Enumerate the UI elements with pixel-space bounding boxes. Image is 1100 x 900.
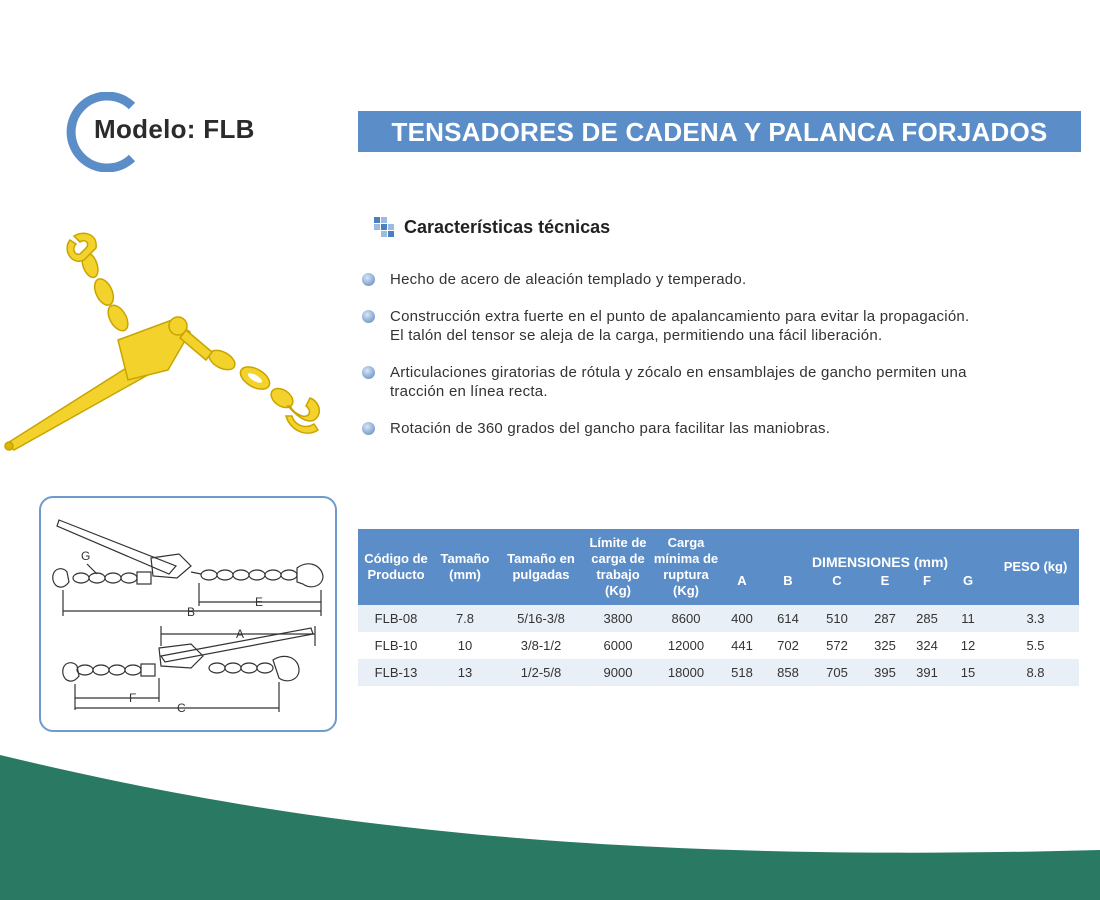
feature-text: Articulaciones giratorias de rótula y zócalo en ensamblajes de gancho permiten una [390, 364, 967, 381]
dimension-diagram [39, 496, 337, 732]
cell-mbl: 18000 [650, 659, 722, 686]
cell-g: 12 [944, 632, 992, 659]
list-item [362, 419, 1022, 438]
features-heading [374, 214, 610, 240]
cell-e: 325 [860, 632, 910, 659]
dim-label-b: B [187, 605, 196, 619]
list-item [362, 363, 1022, 401]
header-dim-b: B [762, 529, 814, 605]
feature-text: Construcción extra fuerte en el punto de apalancamiento para evitar la propagación. [390, 308, 970, 325]
brand-logo [60, 92, 280, 172]
cell-g: 11 [944, 605, 992, 632]
spec-table [358, 529, 1079, 686]
header-size-mm: Tamaño (mm) [434, 529, 496, 605]
cell-b: 702 [762, 632, 814, 659]
cell-size-in: 5/16-3/8 [496, 605, 586, 632]
dim-label-g: G [81, 549, 91, 563]
cell-f: 285 [910, 605, 944, 632]
cell-e: 287 [860, 605, 910, 632]
cell-size-mm: 7.8 [434, 605, 496, 632]
dim-label-e: E [255, 595, 264, 609]
cell-b: 614 [762, 605, 814, 632]
dim-label-a: A [236, 627, 245, 641]
cell-weight: 5.5 [992, 632, 1079, 659]
bullet-icon [362, 310, 375, 323]
feature-text: tracción en línea recta. [390, 383, 548, 400]
table-row [358, 632, 1079, 659]
header-mbl: Carga mínima de ruptura (Kg) [650, 529, 722, 605]
list-item [362, 270, 1022, 289]
cell-size-in: 3/8-1/2 [496, 632, 586, 659]
cell-code: FLB-13 [358, 659, 434, 686]
cell-a: 441 [722, 632, 762, 659]
features-list [362, 270, 1022, 456]
dim-label-f: F [129, 691, 137, 705]
dim-label-c: C [177, 701, 186, 715]
cell-wll: 9000 [586, 659, 650, 686]
product-image [0, 220, 345, 460]
cell-mbl: 12000 [650, 632, 722, 659]
feature-text: El talón del tensor se aleja de la carga, permitiendo una fácil liberación. [390, 327, 883, 344]
bullet-icon [362, 366, 375, 379]
cell-wll: 3800 [586, 605, 650, 632]
features-title: Características técnicas [404, 216, 611, 237]
footer-wave [0, 755, 1100, 900]
feature-text: Hecho de acero de aleación templado y temperado. [390, 271, 747, 288]
cell-e: 395 [860, 659, 910, 686]
diagram-drawing [41, 498, 339, 734]
header-wll: Límite de carga de trabajo (Kg) [586, 529, 650, 605]
cell-weight: 3.3 [992, 605, 1079, 632]
header-dim-e: E [860, 529, 910, 605]
header-dim-c: C [814, 529, 860, 605]
cell-f: 324 [910, 632, 944, 659]
table-row [358, 659, 1079, 686]
cell-mbl: 8600 [650, 605, 722, 632]
header-code: Código de Producto [358, 529, 434, 605]
bullet-icon [362, 273, 375, 286]
header-dim-g: G [944, 529, 992, 605]
page-title: TENSADORES DE CADENA Y PALANCA FORJADOS [358, 111, 1081, 152]
cell-a: 518 [722, 659, 762, 686]
model-title: Modelo: FLB [94, 114, 255, 144]
cell-c: 705 [814, 659, 860, 686]
cell-code: FLB-08 [358, 605, 434, 632]
checker-icon [374, 217, 394, 237]
cell-b: 858 [762, 659, 814, 686]
table-row [358, 605, 1079, 632]
bullet-icon [362, 422, 375, 435]
cell-weight: 8.8 [992, 659, 1079, 686]
header-dim-f: F [910, 529, 944, 605]
feature-text: Rotación de 360 grados del gancho para facilitar las maniobras. [390, 420, 831, 437]
cell-g: 15 [944, 659, 992, 686]
cell-f: 391 [910, 659, 944, 686]
cell-size-in: 1/2-5/8 [496, 659, 586, 686]
header-weight: PESO (kg) [992, 529, 1079, 605]
list-item [362, 307, 1022, 345]
cell-a: 400 [722, 605, 762, 632]
cell-c: 510 [814, 605, 860, 632]
header-dim-a: A [722, 529, 762, 605]
cell-size-mm: 13 [434, 659, 496, 686]
header-dimensions: DIMENSIONES (mm) [811, 554, 949, 570]
cell-code: FLB-10 [358, 632, 434, 659]
cell-c: 572 [814, 632, 860, 659]
cell-size-mm: 10 [434, 632, 496, 659]
cell-wll: 6000 [586, 632, 650, 659]
header-size-in: Tamaño en pulgadas [496, 529, 586, 605]
